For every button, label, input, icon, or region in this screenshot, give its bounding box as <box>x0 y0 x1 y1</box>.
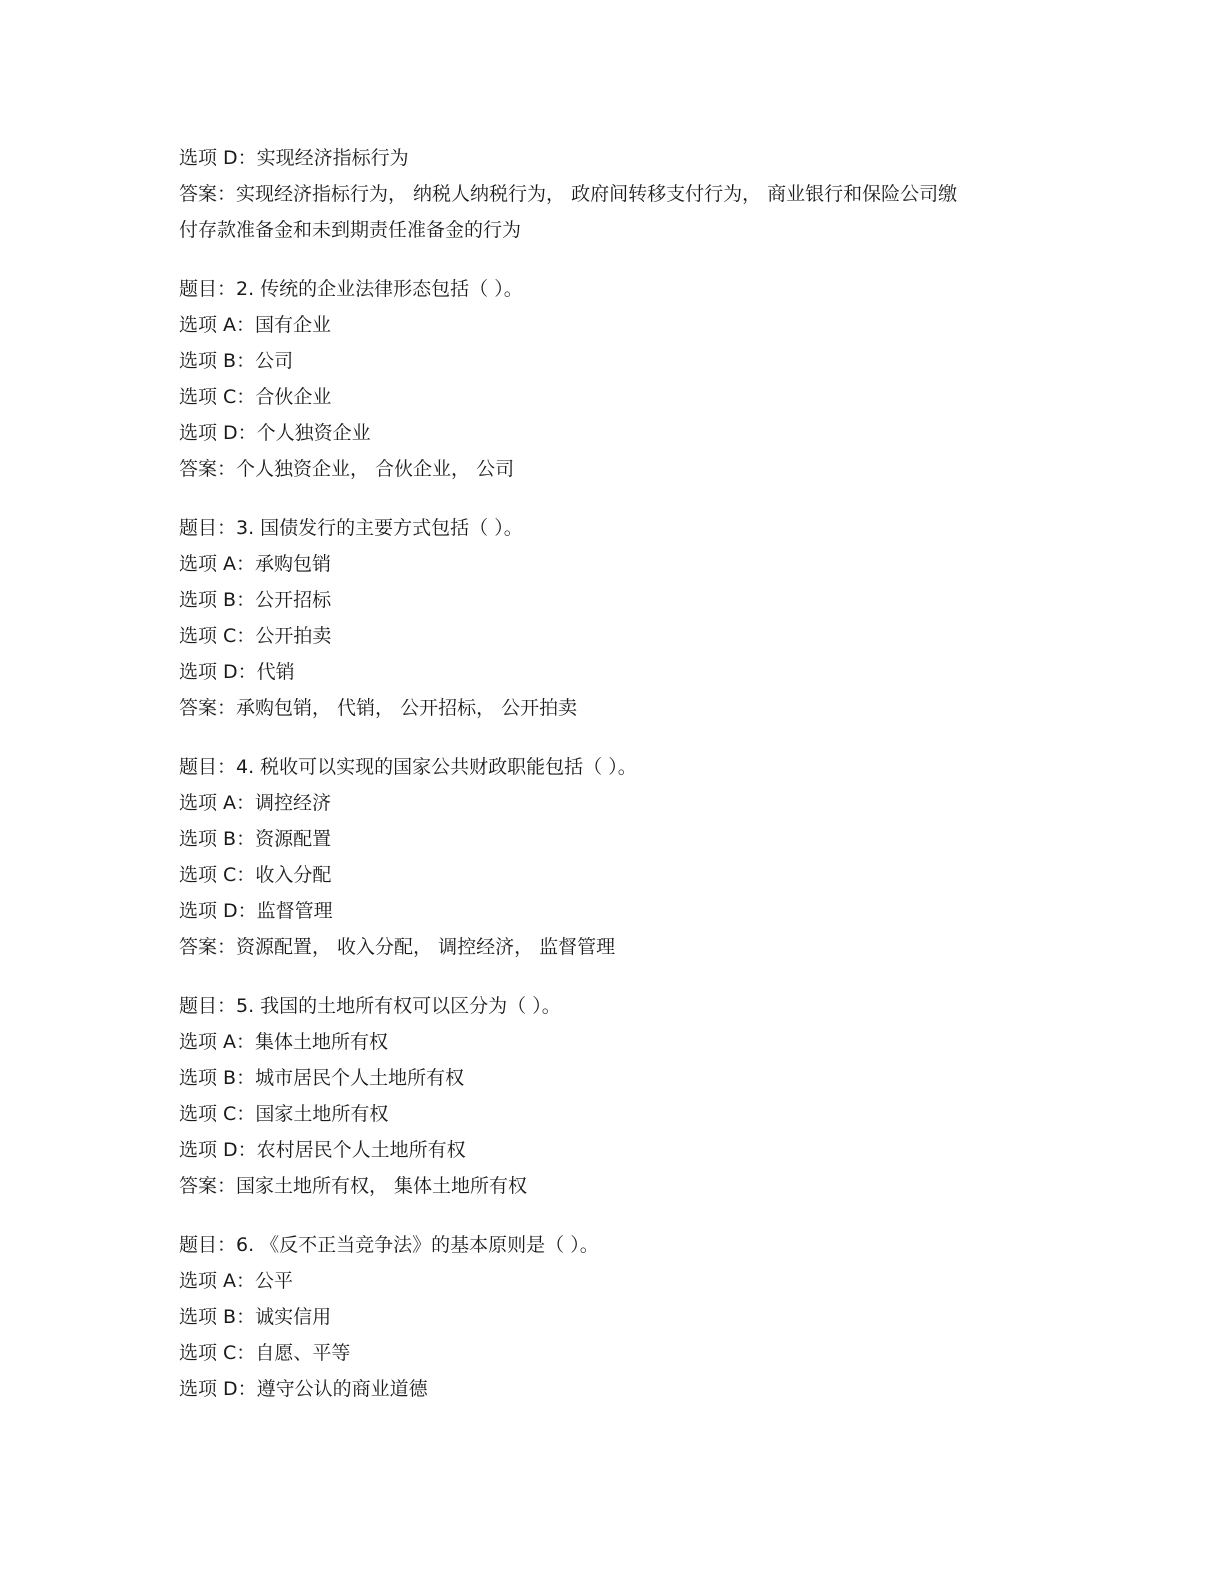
option-text: 公开招标 <box>255 589 332 611</box>
answer-text: 个人独资企业， 合伙企业， 公司 <box>236 458 515 480</box>
option-text: 调控经济 <box>255 792 332 814</box>
question-6 <box>179 1227 1049 1407</box>
question-prefix: 题目： <box>179 278 237 300</box>
option-prefix: 选项 C： <box>179 386 256 408</box>
question-text: 3. 国债发行的主要方式包括（ ）。 <box>236 517 523 539</box>
question-title <box>179 271 1049 307</box>
option-prefix: 选项 B： <box>179 350 256 372</box>
option-prefix: 选项 D： <box>179 422 257 444</box>
option-d <box>179 1371 1049 1407</box>
option-d <box>179 893 1049 929</box>
answer <box>179 176 1049 248</box>
question-prefix: 题目： <box>179 756 237 778</box>
option-prefix: 选项 A： <box>179 792 256 814</box>
option-b <box>179 821 1049 857</box>
option-prefix: 选项 A： <box>179 1031 256 1053</box>
option-text: 承购包销 <box>255 553 332 575</box>
option-c <box>179 618 1049 654</box>
answer-text-line-1: 实现经济指标行为， 纳税人纳税行为， 政府间转移支付行为， 商业银行和保险公司缴 <box>236 183 958 205</box>
document-page <box>179 140 1049 1430</box>
option-c <box>179 857 1049 893</box>
option-c <box>179 379 1049 415</box>
answer-text: 承购包销， 代销， 公开招标， 公开拍卖 <box>236 697 578 719</box>
question-title <box>179 510 1049 546</box>
option-b <box>179 1060 1049 1096</box>
answer-prefix: 答案： <box>179 697 237 719</box>
answer-prefix: 答案： <box>179 458 237 480</box>
option-text: 自愿、平等 <box>255 1342 351 1364</box>
option-prefix: 选项 A： <box>179 553 256 575</box>
answer-text: 国家土地所有权， 集体土地所有权 <box>236 1175 528 1197</box>
option-d <box>179 415 1049 451</box>
answer-prefix: 答案： <box>179 936 237 958</box>
option-c <box>179 1335 1049 1371</box>
option-prefix: 选项 C： <box>179 1103 256 1125</box>
question-text: 4. 税收可以实现的国家公共财政职能包括（ ）。 <box>236 756 637 778</box>
option-prefix: 选项 D： <box>179 661 257 683</box>
option-text: 城市居民个人土地所有权 <box>255 1067 465 1089</box>
option-a <box>179 1024 1049 1060</box>
option-d <box>179 1132 1049 1168</box>
answer <box>179 929 1049 965</box>
question-text: 6. 《反不正当竞争法》的基本原则是（ ）。 <box>236 1234 599 1256</box>
option-prefix: 选项 D： <box>179 900 257 922</box>
option-b <box>179 1299 1049 1335</box>
answer-text-line-2: 付存款准备金和未到期责任准备金的行为 <box>179 219 522 241</box>
option-b <box>179 582 1049 618</box>
option-text: 收入分配 <box>255 864 332 886</box>
option-a <box>179 785 1049 821</box>
option-prefix: 选项 A： <box>179 1270 256 1292</box>
question-1-continuation <box>179 140 1049 248</box>
option-d <box>179 140 1049 176</box>
option-a <box>179 307 1049 343</box>
option-d <box>179 654 1049 690</box>
option-prefix: 选项 B： <box>179 1306 256 1328</box>
option-text: 公司 <box>255 350 294 372</box>
question-title <box>179 988 1049 1024</box>
option-a <box>179 1263 1049 1299</box>
option-text: 合伙企业 <box>255 386 332 408</box>
answer-prefix: 答案： <box>179 183 237 205</box>
option-text: 农村居民个人土地所有权 <box>256 1139 466 1161</box>
option-text: 资源配置 <box>255 828 332 850</box>
option-prefix: 选项 D： <box>179 147 257 169</box>
option-prefix: 选项 C： <box>179 864 256 886</box>
option-prefix: 选项 C： <box>179 1342 256 1364</box>
option-text: 集体土地所有权 <box>255 1031 389 1053</box>
question-5 <box>179 988 1049 1204</box>
option-text: 国有企业 <box>255 314 332 336</box>
question-title <box>179 749 1049 785</box>
option-text: 个人独资企业 <box>256 422 371 444</box>
question-title <box>179 1227 1049 1263</box>
option-text: 公平 <box>255 1270 294 1292</box>
option-text: 遵守公认的商业道德 <box>256 1378 428 1400</box>
option-prefix: 选项 A： <box>179 314 256 336</box>
question-4 <box>179 749 1049 965</box>
option-a <box>179 546 1049 582</box>
answer <box>179 690 1049 726</box>
question-prefix: 题目： <box>179 995 237 1017</box>
option-prefix: 选项 B： <box>179 1067 256 1089</box>
answer <box>179 1168 1049 1204</box>
answer-prefix: 答案： <box>179 1175 237 1197</box>
option-b <box>179 343 1049 379</box>
answer <box>179 451 1049 487</box>
question-text: 2. 传统的企业法律形态包括（ ）。 <box>236 278 523 300</box>
question-text: 5. 我国的土地所有权可以区分为（ ）。 <box>236 995 561 1017</box>
option-text: 公开拍卖 <box>255 625 332 647</box>
option-prefix: 选项 D： <box>179 1139 257 1161</box>
option-c <box>179 1096 1049 1132</box>
question-2 <box>179 271 1049 487</box>
option-prefix: 选项 C： <box>179 625 256 647</box>
option-prefix: 选项 B： <box>179 828 256 850</box>
answer-text: 资源配置， 收入分配， 调控经济， 监督管理 <box>236 936 616 958</box>
option-text: 国家土地所有权 <box>255 1103 389 1125</box>
question-3 <box>179 510 1049 726</box>
option-text: 监督管理 <box>256 900 333 922</box>
question-prefix: 题目： <box>179 1234 237 1256</box>
option-prefix: 选项 D： <box>179 1378 257 1400</box>
option-text: 诚实信用 <box>255 1306 332 1328</box>
question-prefix: 题目： <box>179 517 237 539</box>
option-text: 实现经济指标行为 <box>256 147 409 169</box>
option-text: 代销 <box>256 661 295 683</box>
option-prefix: 选项 B： <box>179 589 256 611</box>
